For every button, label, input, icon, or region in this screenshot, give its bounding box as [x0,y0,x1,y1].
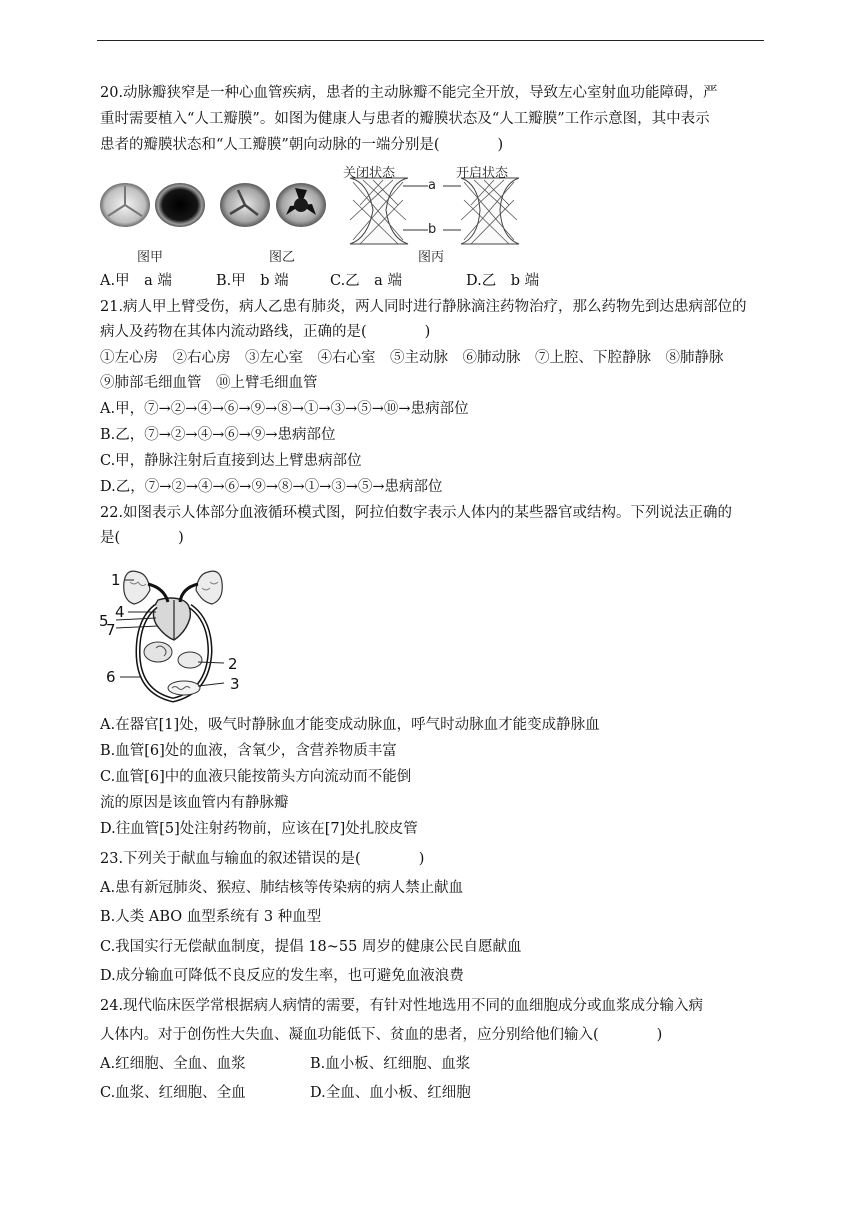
q20-stem-line3: 患者的瓣膜状态和“人工瓣膜”朝向动脉的一端分别是( ) [100,137,504,153]
q22-option-c-line1: C.血管[6]中的血液只能按箭头方向流动而不能倒 [100,769,412,785]
artificial-valve-closed-image [350,178,408,244]
healthy-valve-closed-image [100,183,150,227]
q21-option-d: D.乙，⑦→②→④→⑥→⑨→⑧→①→③→⑤→患病部位 [100,479,443,495]
q22-option-c-line2: 流的原因是该血管内有静脉瓣 [100,795,289,811]
patient-valve-closed-image [220,183,270,227]
q24-option-a: A.红细胞、全血、血浆 [100,1056,246,1072]
patient-valve-open-image [276,183,326,227]
fig-jia-label: 图甲 [137,250,164,265]
closed-state-label: 关闭状态 [343,166,396,181]
q23-option-b: B.人类 ABO 血型系统有 3 种血型 [100,909,322,925]
q21-option-c: C.甲，静脉注射后直接到达上臂患病部位 [100,453,362,469]
label-1: 1 [111,571,121,589]
q22-option-d: D.往血管[5]处注射药物前，应该在[7]处扎胶皮管 [100,821,418,837]
q23-option-c: C.我国实行无偿献血制度，提倡 18~55 周岁的健康公民自愿献血 [100,939,522,955]
end-a-label: a [428,178,436,193]
label-3: 3 [230,675,240,693]
q24-option-d: D.全血、血小板、红细胞 [310,1085,471,1101]
q21-stem-line1: 21.病人甲上臂受伤，病人乙患有肺炎，两人同时进行静脉滴注药物治疗，那么药物先到达患病部位的 [100,299,747,315]
q21-legend-line2: ⑨肺部毛细血管 ⑩上臂毛细血管 [100,375,318,391]
q22-stem-line2: 是( ) [100,530,184,546]
q23-stem: 23.下列关于献血与输血的叙述错误的是( ) [100,851,425,867]
q21-legend-line1: ①左心房 ②右心房 ③左心室 ④右心室 ⑤主动脉 ⑥肺动脉 ⑦上腔、下腔静脉 ⑧肺静脉 [100,350,724,366]
healthy-valve-open-image [155,183,205,227]
q21-stem-line2: 病人及药物在其体内流动路线，正确的是( ) [100,324,431,340]
q20-option-d: D.乙 b 端 [466,273,540,289]
q24-stem-line1: 24.现代临床医学常根据病人病情的需要，有针对性地选用不同的血细胞成分或血浆成分输入病 [100,998,704,1014]
q20-stem-line1: 20.动脉瓣狭窄是一种心血管疾病，患者的主动脉瓣不能完全开放，导致左心室射血功能障碍，严 [100,85,718,101]
q22-stem-line1: 22.如图表示人体部分血液循环模式图，阿拉伯数字表示人体内的某些器官或结构。下列说法正确的 [100,505,733,521]
q24-stem-line2: 人体内。对于创伤性大失血、凝血功能低下、贫血的患者，应分别给他们输入( ) [100,1027,663,1043]
label-6: 6 [106,668,116,686]
artificial-valve-open-image [461,178,519,244]
end-b-label: b [428,222,437,237]
q22-option-a: A.在器官[1]处，吸气时静脉血才能变成动脉血，呼气时动脉血才能变成静脉血 [100,717,600,733]
header-rule [97,40,764,41]
fig-bing-label: 图丙 [418,250,445,265]
label-5: 5 [99,612,109,630]
q24-option-b: B.血小板、红细胞、血浆 [310,1056,471,1072]
liver-image [144,642,172,662]
fig-yi-label: 图乙 [269,250,296,265]
q20-option-b: B.甲 b 端 [216,273,289,289]
q21-option-a: A.甲，⑦→②→④→⑥→⑨→⑧→①→③→⑤→⑩→患病部位 [100,401,469,417]
label-4: 4 [115,603,125,621]
q23-option-d: D.成分输血可降低不良反应的发生率，也可避免血液浪费 [100,968,464,984]
label-7: 7 [106,621,116,639]
heart-image [153,598,190,640]
q20-stem-line2: 重时需要植入“人工瓣膜”。如图为健康人与患者的瓣膜状态及“人工瓣膜”工作示意图，其中表示 [100,111,710,127]
open-state-label: 开启状态 [456,166,509,181]
circulation-diagram [98,560,248,710]
q24-option-c: C.血浆、红细胞、全血 [100,1085,246,1101]
q23-option-a: A.患有新冠肺炎、猴痘、肺结核等传染病的病人禁止献血 [100,880,464,896]
q21-option-b: B.乙，⑦→②→④→⑥→⑨→患病部位 [100,427,336,443]
q20-option-a: A.甲 a 端 [100,273,172,289]
intestine-image [178,652,202,668]
q22-option-b: B.血管[6]处的血液，含氧少，含营养物质丰富 [100,743,397,759]
label-2: 2 [228,655,238,673]
q20-option-c: C.乙 a 端 [330,273,402,289]
